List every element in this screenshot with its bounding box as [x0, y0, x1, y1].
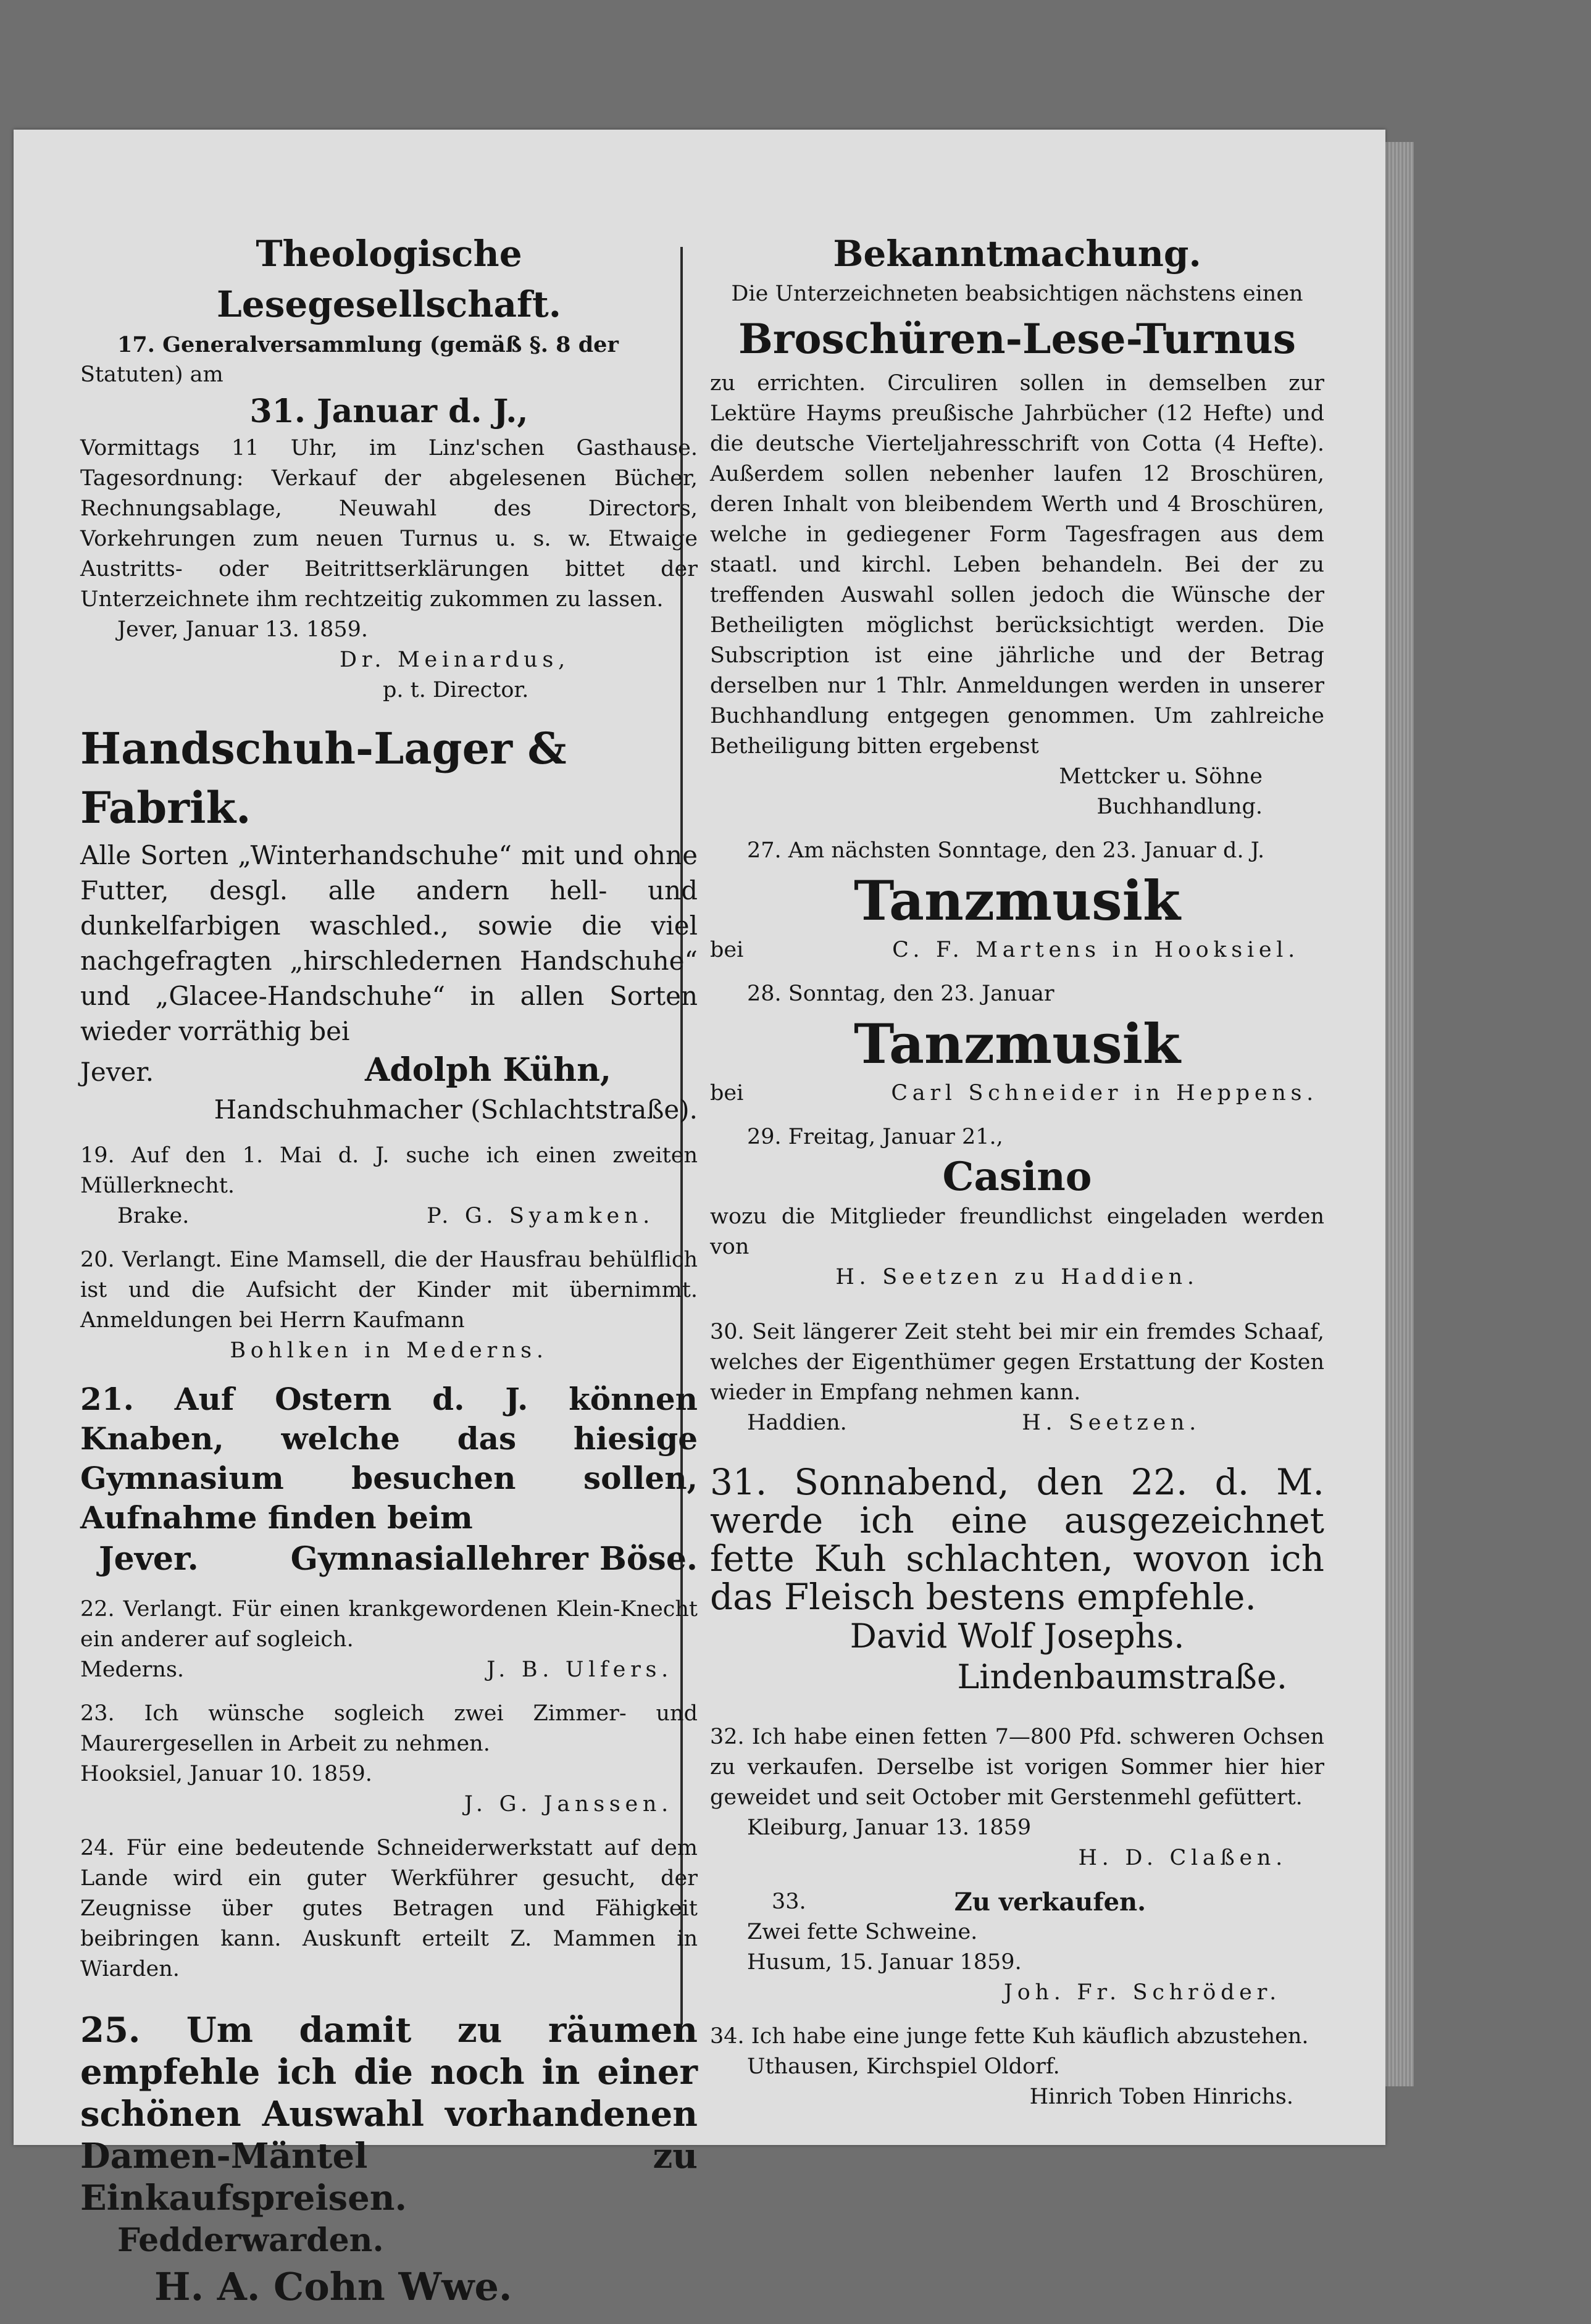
ad-33-body: Zwei fette Schweine. [747, 1920, 978, 1944]
ad-29 [710, 1122, 1324, 1293]
ad-22-body: 22. Verlangt. Für einen krankgewordenen Klein-Knecht ein anderer auf sogleich. [80, 1597, 698, 1652]
ad-27 [710, 836, 1324, 965]
ad-29-headline: Casino [942, 1154, 1092, 1200]
ad-26-signature: Mettcker u. Söhne [1059, 764, 1263, 789]
ad-18 [80, 719, 698, 1127]
ad-17-line2: Statuten) am [80, 362, 223, 387]
ad-30-place: Haddien. [747, 1410, 847, 1435]
ad-23-place: Hooksiel, Januar 10. 1859. [80, 1762, 372, 1786]
ad-19-place: Brake. [117, 1204, 190, 1228]
ad-27-bei: bei [710, 938, 744, 962]
ad-20 [80, 1245, 698, 1366]
ad-27-signature: C. F. Martens in Hooksiel. [892, 938, 1300, 962]
ad-30-body: 30. Seit längerer Zeit steht bei mir ein fremdes Schaaf, welches der Eigenthümer gegen Erstattung der Kosten wieder in Empfang nehmen kann. [710, 1320, 1324, 1405]
ad-18-place: Jever. [80, 1057, 154, 1087]
ad-17-title: Theologische Lesegesellschaft. [217, 233, 561, 325]
ad-26 [710, 228, 1324, 822]
ad-17-signature-title: p. t. Director. [383, 678, 529, 702]
left-column [80, 228, 698, 2312]
ad-21-place: Jever. [99, 1540, 199, 1578]
ad-32-place: Kleiburg, Januar 13. 1859 [747, 1815, 1032, 1840]
ad-22-signature: J. B. Ulfers. [486, 1657, 673, 1682]
right-column [710, 228, 1324, 2112]
ad-26-title: Bekanntmachung. [833, 233, 1201, 275]
ad-22-place: Mederns. [80, 1657, 185, 1682]
ad-27-headline: Tanzmusik [853, 868, 1181, 933]
ad-17 [80, 228, 698, 706]
ad-17-date: 31. Januar d. J., [249, 393, 528, 430]
ad-18-body: Alle Sorten „Winterhandschuhe“ mit und ohne Futter, desgl. alle andern hell- und dunkelfarbigen waschled., sowie die viel nachgefragten „hirschledernen Handschuhe“ und „Glacee-Handschuhe“ in allen Sorten wieder vorräthig bei [80, 840, 698, 1046]
ad-18-name: Adolph Kühn, [365, 1051, 611, 1089]
ad-28-headline: Tanzmusik [853, 1012, 1181, 1076]
ad-20-body: 20. Verlangt. Eine Mamsell, die der Hausfrau behülflich ist und die Aufsicht der Kinder mit übernimmt. Anmeldungen bei Herrn Kaufmann [80, 1247, 698, 1333]
ad-33-title: Zu verkaufen. [954, 1888, 1146, 1917]
ad-17-line1: 17. Generalversammlung (gemäß §. 8 der [117, 332, 619, 357]
ad-17-body: Vormittags 11 Uhr, im Linz'schen Gasthause. Tagesordnung: Verkauf der abgelesenen Bücher, Rechnungsablage, Neuwahl des Directors, Vorkehrungen zum neuen Turnus u. s. w. Etwaige Austritts- oder Beitrittserklärungen bittet der Unterzeichnete ihm rechtzeitig zukommen zu lassen. [80, 436, 698, 612]
ad-33-number: 33. [772, 1889, 806, 1914]
ad-25-place: Fedderwarden. [117, 2222, 384, 2259]
ad-22 [80, 1594, 698, 1685]
ad-28 [710, 979, 1324, 1109]
ad-27-line: 27. Am nächsten Sonntage, den 23. Januar d. J. [747, 838, 1265, 863]
ad-31 [710, 1463, 1324, 1697]
ad-34-signature: Hinrich Toben Hinrichs. [1029, 2085, 1293, 2109]
ad-28-signature: Carl Schneider in Heppens. [891, 1081, 1318, 1106]
ad-28-line: 28. Sonntag, den 23. Januar [747, 981, 1054, 1006]
ad-26-body: zu errichten. Circuliren sollen in demselben zur Lektüre Hayms preußische Jahrbücher (12 Hefte) und die deutsche Vierteljahresschrift von Cotta (4 Hefte). Außerdem sollen nebenher laufen 12 Broschüren, deren Inhalt von bleibendem Werth und 4 Broschüren, welche in gediegener Form Tagesfragen aus dem staatl. und kirchl. Leben behandeln. Bei der zu treffenden Auswahl sollen jedoch die Wünsche der Betheiligten möglichst berücksichtigt werden. Die Subscription ist eine jährliche und der Betrag derselben nur 1 Thlr. Anmeldungen werden in unserer Buchhandlung entgegen genommen. Um zahlreiche Betheiligung bitten ergebenst [710, 371, 1324, 759]
ad-19-body: 19. Auf den 1. Mai d. J. suche ich einen zweiten Müllerknecht. [80, 1143, 698, 1198]
ad-24-body: 24. Für eine bedeutende Schneiderwerkstatt auf dem Lande wird ein guter Werkführer gesucht, der Zeugnisse über gutes Betragen und Fähigkeit beibringen kann. Auskunft erteilt Z. Mammen in Wiarden. [80, 1836, 698, 1981]
ad-31-body: 31. Sonnabend, den 22. d. M. werde ich eine ausgezeichnet fette Kuh schlachten, wovon ich das Fleisch bestens empfehle. [710, 1461, 1324, 1618]
ad-23-signature: J. G. Janssen. [464, 1792, 673, 1817]
ad-32 [710, 1722, 1324, 1873]
ad-17-place: Jever, Januar 13. 1859. [117, 617, 369, 642]
ad-32-signature: H. D. Claßen. [1078, 1846, 1287, 1870]
ad-26-intro: Die Unterzeichneten beabsichtigen nächstens einen [731, 281, 1303, 306]
ad-29-line: 29. Freitag, Januar 21., [747, 1125, 1003, 1149]
ad-18-trade: Handschuhmacher (Schlachtstraße). [214, 1094, 698, 1125]
ad-34-body: 34. Ich habe eine junge fette Kuh käuflich abzustehen. [710, 2024, 1309, 2049]
ad-34 [710, 2022, 1324, 2112]
ad-17-signature: Dr. Meinardus, [340, 648, 570, 672]
ad-30-signature: H. Seetzen. [1022, 1410, 1201, 1435]
ad-26-signature-line2: Buchhandlung. [1096, 794, 1263, 819]
ad-25-signature: H. A. Cohn Wwe. [154, 2264, 512, 2309]
ad-19 [80, 1141, 698, 1231]
ad-25-body: 25. Um damit zu räumen empfehle ich die noch in einer schönen Auswahl vorhandenen Damen-Mäntel zu Einkaufspreisen. [80, 2010, 698, 2218]
ad-20-signature: Bohlken in Mederns. [230, 1338, 548, 1363]
ad-18-title: Handschuh-Lager & Fabrik. [80, 723, 567, 833]
ad-33 [710, 1887, 1324, 2008]
ad-26-headline: Broschüren-Lese-Turnus [738, 315, 1296, 363]
ad-29-signature: H. Seetzen zu Haddien. [835, 1265, 1199, 1289]
ad-21 [80, 1380, 698, 1581]
ad-23-body: 23. Ich wünsche sogleich zwei Zimmer- und Maurergesellen in Arbeit zu nehmen. [80, 1701, 698, 1756]
ad-33-signature: Joh. Fr. Schröder. [1004, 1980, 1281, 2005]
ad-29-body: wozu die Mitglieder freundlichst eingeladen werden von [710, 1204, 1324, 1259]
ad-28-bei: bei [710, 1081, 744, 1106]
ad-21-signature: Gymnasiallehrer Böse. [290, 1540, 698, 1578]
ad-32-body: 32. Ich habe einen fetten 7—800 Pfd. schweren Ochsen zu verkaufen. Derselbe ist vorigen Sommer hier hier geweidet und seit October mit Gerstenmehl gefüttert. [710, 1725, 1324, 1810]
ad-25 [80, 2009, 698, 2312]
ad-23 [80, 1699, 698, 1820]
ad-19-signature: P. G. Syamken. [427, 1204, 654, 1228]
ad-21-body: 21. Auf Ostern d. J. können Knaben, welche das hiesige Gymnasium besuchen sollen, Aufnahme finden beim [80, 1381, 698, 1536]
ad-31-signature-line2: Lindenbaumstraße. [957, 1657, 1287, 1696]
ad-24 [80, 1833, 698, 1985]
ad-33-place: Husum, 15. Januar 1859. [747, 1950, 1022, 1975]
ad-34-place: Uthausen, Kirchspiel Oldorf. [747, 2054, 1060, 2079]
ad-31-signature: David Wolf Josephs. [850, 1617, 1185, 1656]
ad-30 [710, 1317, 1324, 1438]
